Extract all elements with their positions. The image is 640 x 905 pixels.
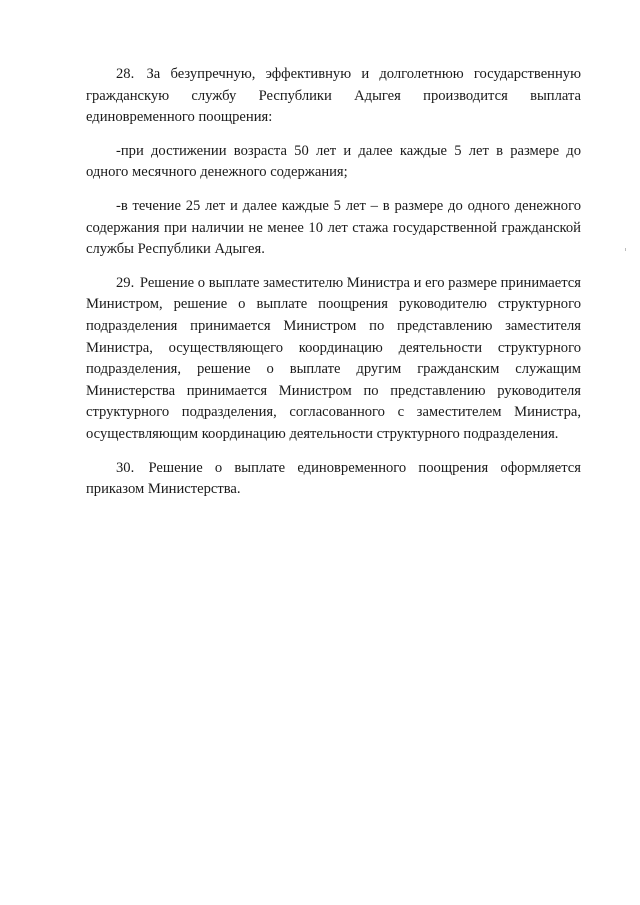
document-body: [86, 64, 581, 513]
paragraph-30: [86, 458, 581, 501]
paragraph-number: 28.: [116, 66, 135, 82]
paragraph-text: Решение о выплате единовременного поощрения оформляется приказом Министерства.: [86, 459, 581, 498]
paragraph-text: -при достижении возраста 50 лет и далее каждые 5 лет в размере до одного месячного денежного содержания;: [86, 142, 581, 181]
paragraph-text: За безупречную, эффективную и долголетнюю государственную гражданскую службу Республики Адыгея производится выплата единовременного поощрения:: [86, 66, 582, 126]
paragraph-28: [86, 64, 581, 129]
paragraph-29: [86, 273, 581, 446]
paragraph-number: 30.: [116, 459, 135, 476]
paragraph-28-item-2: [86, 196, 581, 261]
paragraph-text: Решение о выплате заместителю Министра и его размере принимается Министром, решение о выплате поощрения руководителю структурного подразделения принимается Министром по представлению заместителя Министра, осуществляющего координацию деятельности структурного подразделения, решение о выплате другим гражданским служащим Министерства принимается Министром по представлению руководителя структурного подразделения, согласованного с заместителем Министра, осуществляющим координацию деятельности структурного подразделения.: [86, 274, 581, 442]
paragraph-number: 29.: [116, 274, 135, 291]
scan-margin-mark: [625, 248, 626, 251]
paragraph-28-item-1: [86, 141, 581, 184]
paragraph-text: -в течение 25 лет и далее каждые 5 лет – в размере до одного денежного содержания при наличии не менее 10 лет стажа государственной гражданской службы Республики Адыгея.: [86, 197, 581, 258]
